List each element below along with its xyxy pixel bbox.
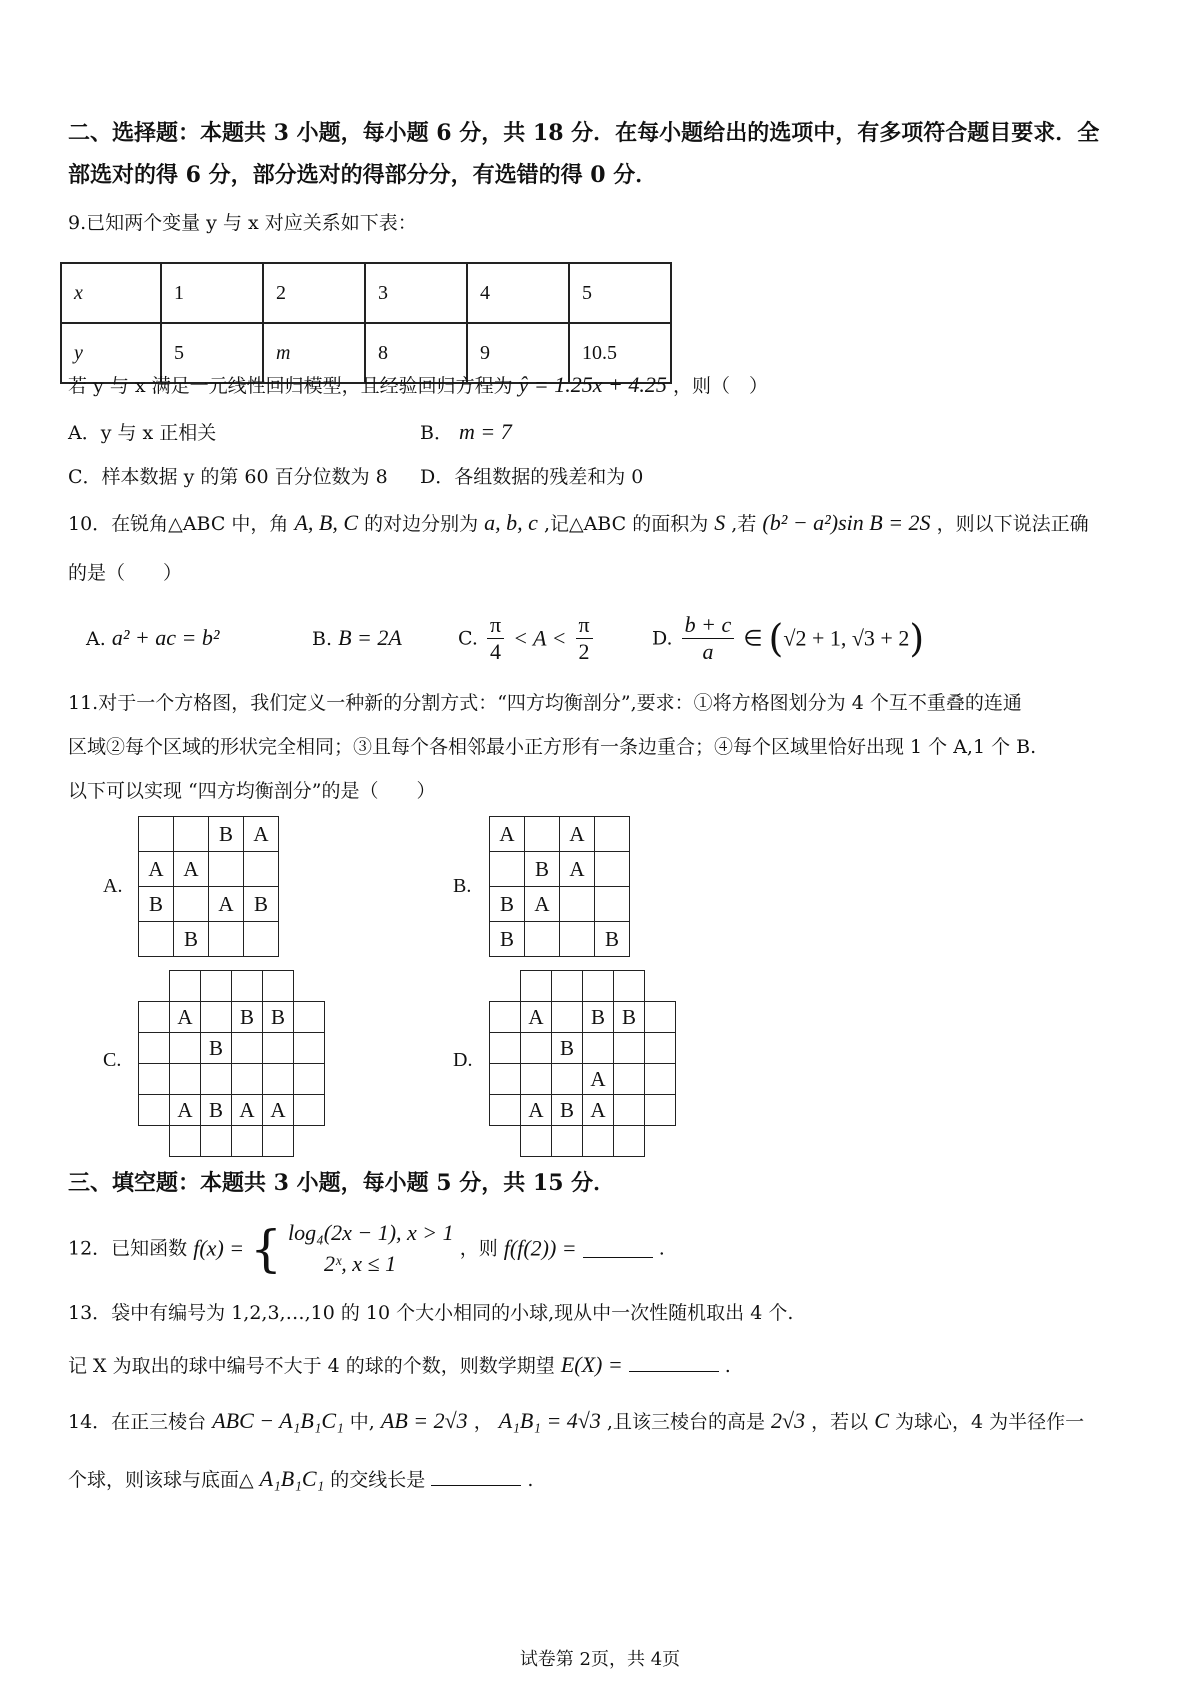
q10-text-3: ,记△ABC 的面积为	[543, 513, 709, 535]
grid-cell: B	[583, 1002, 614, 1033]
grid-empty-corner	[490, 971, 521, 1002]
q11-label-a[interactable]: A.	[103, 875, 123, 897]
q10-option-d[interactable]	[652, 612, 924, 665]
q10-option-b[interactable]	[312, 625, 402, 651]
q14-line1	[68, 1408, 1084, 1434]
grid-cell	[174, 817, 209, 852]
q14-answer-blank[interactable]	[431, 1467, 521, 1486]
grid-empty-corner	[490, 1126, 521, 1157]
grid-row	[139, 922, 279, 957]
q9-condition	[68, 372, 768, 398]
grid-empty-corner	[645, 1126, 676, 1157]
q9-table	[60, 262, 672, 384]
grid-cell	[139, 1002, 170, 1033]
grid-cell	[645, 1064, 676, 1095]
table-cell: 10.5	[569, 323, 671, 383]
grid-cell	[490, 1002, 521, 1033]
q9-stem: 9.已知两个变量 y 与 x 对应关系如下表：	[68, 212, 417, 234]
q13-end: .	[724, 1355, 731, 1377]
q10-d-interval: √2 + 1, √3 + 2	[783, 625, 910, 651]
grid-row	[490, 922, 630, 957]
q10-option-a[interactable]	[86, 625, 219, 651]
grid-cell	[525, 922, 560, 957]
grid-cell	[263, 1064, 294, 1095]
grid-row	[139, 1002, 325, 1033]
grid-empty-corner	[139, 971, 170, 1002]
q12-fx: f(x) =	[193, 1235, 245, 1261]
grid-cell	[139, 1064, 170, 1095]
grid-row	[490, 1064, 676, 1095]
table-cell: y	[61, 323, 161, 383]
q10-text-4: ,若	[731, 513, 757, 535]
q10-d-num: b + c	[682, 612, 735, 639]
grid-cell: A	[244, 817, 279, 852]
q14-line2-text-1: 个球，则该球与底面△	[68, 1469, 254, 1491]
q10-d-in: ∈	[743, 625, 763, 651]
q10-stem-line2: 的是（ ）	[68, 562, 183, 584]
q13-line2-text: 记 X 为取出的球中编号不大于 4 的球的个数，则数学期望	[68, 1355, 555, 1377]
q10-option-a-label: A.	[86, 628, 106, 650]
q10-option-c[interactable]	[458, 612, 596, 665]
grid-row	[139, 1095, 325, 1126]
grid-row	[490, 1033, 676, 1064]
section2-heading-line2: 部选对的得 6 分，部分选对的得部分分，有选错的得 0 分．	[68, 162, 658, 188]
grid-cell	[209, 852, 244, 887]
grid-cell	[595, 852, 630, 887]
grid-cell	[139, 922, 174, 957]
q11-grid-a	[138, 816, 279, 957]
q9-condition-suffix: ，则（ ）	[672, 375, 768, 397]
grid-row	[490, 817, 630, 852]
left-brace-icon: {	[250, 1219, 282, 1278]
grid-row	[490, 1095, 676, 1126]
q9-option-d[interactable]: D．各组数据的残差和为 0	[420, 466, 644, 488]
grid-cell: A	[583, 1064, 614, 1095]
q12-end: .	[658, 1237, 665, 1260]
grid-cell: B	[201, 1095, 232, 1126]
table-cell: 9	[467, 323, 569, 383]
q10-option-b-label: B.	[312, 628, 333, 650]
grid-cell	[170, 1064, 201, 1095]
q10-text-5: ，则以下说法正确	[936, 513, 1089, 535]
grid-cell	[552, 1126, 583, 1157]
q12-prefix: 12．已知函数	[68, 1237, 188, 1260]
grid-cell	[614, 971, 645, 1002]
q10-option-d-frac	[682, 612, 735, 665]
q11-grid-d	[489, 970, 676, 1157]
grid-row	[139, 887, 279, 922]
q11-label-b[interactable]: B.	[453, 875, 472, 897]
q14-height: 2√3	[771, 1408, 806, 1433]
grid-cell	[263, 971, 294, 1002]
grid-cell: A	[560, 817, 595, 852]
grid-cell	[560, 887, 595, 922]
grid-cell	[232, 1064, 263, 1095]
q11-line3: 以下可以实现 “四方均衡剖分”的是（ ）	[68, 780, 436, 802]
q10-sides: a, b, c	[484, 510, 538, 535]
grid-cell	[614, 1064, 645, 1095]
q14-ab: AB = 2√3	[380, 1408, 468, 1433]
grid-cell	[263, 1033, 294, 1064]
section3-heading: 三、填空题：本题共 3 小题，每小题 5 分，共 15 分．	[68, 1170, 616, 1196]
q14-text-3: ，	[473, 1411, 493, 1433]
grid-cell	[490, 852, 525, 887]
grid-cell: B	[209, 817, 244, 852]
grid-cell: B	[201, 1033, 232, 1064]
grid-row	[139, 1126, 325, 1157]
q14-center: C	[874, 1408, 889, 1433]
q10-option-d-label: D.	[652, 627, 673, 650]
q10-d-den: a	[702, 639, 714, 664]
q10-option-c-frac2	[576, 612, 593, 665]
grid-cell	[490, 1095, 521, 1126]
grid-cell	[209, 922, 244, 957]
q9-option-a[interactable]: A．y 与 x 正相关	[68, 422, 217, 444]
table-cell: 5	[161, 323, 263, 383]
q11-line2: 区域②每个区域的形状完全相同；③且每个各相邻最小正方形有一条边重合；④每个区域里恰好出现 1 个 A,1 个 B.	[68, 736, 1037, 758]
grid-cell	[614, 1126, 645, 1157]
grid-cell	[244, 852, 279, 887]
q14-text-2: 中,	[349, 1411, 375, 1433]
q10-condition-formula: (b² − a²)sin B = 2S	[762, 510, 931, 535]
q14-text-1: 14．在正三棱台	[68, 1411, 207, 1433]
q11-grid-c	[138, 970, 325, 1157]
grid-cell: B	[490, 887, 525, 922]
grid-cell	[614, 1033, 645, 1064]
grid-cell	[614, 1095, 645, 1126]
table-cell: 3	[365, 263, 467, 323]
table-cell: 2	[263, 263, 365, 323]
q12-mid: ，则	[459, 1237, 498, 1260]
q14-end: .	[527, 1469, 534, 1491]
grid-cell: A	[521, 1002, 552, 1033]
table-cell: 4	[467, 263, 569, 323]
grid-cell: A	[139, 852, 174, 887]
q10-c-num2: π	[576, 612, 593, 639]
grid-cell	[201, 1126, 232, 1157]
q10-c-num1: π	[487, 612, 504, 639]
q10-text-1: 10．在锐角△ABC 中，角	[68, 513, 289, 535]
grid-cell	[552, 971, 583, 1002]
q12-case2: 2ˣ, x ≤ 1	[324, 1250, 397, 1276]
q14-line2-text-2: 的交线长是	[330, 1469, 426, 1491]
q11-grid-b	[489, 816, 630, 957]
q14-line2	[68, 1466, 533, 1492]
q13-answer-blank[interactable]	[629, 1353, 719, 1372]
q12-answer-blank[interactable]	[583, 1239, 653, 1258]
q9-option-b[interactable]	[420, 418, 512, 445]
grid-cell: A	[170, 1002, 201, 1033]
grid-cell: B	[139, 887, 174, 922]
grid-cell: B	[490, 922, 525, 957]
q10-option-c-label: C.	[458, 627, 478, 650]
grid-empty-corner	[294, 971, 325, 1002]
right-paren-icon: )	[909, 616, 925, 661]
q10-option-b-math: B = 2A	[338, 625, 402, 650]
q14-frustum: ABC − A₁B₁C₁	[212, 1408, 344, 1433]
grid-row	[139, 971, 325, 1002]
grid-cell	[521, 1033, 552, 1064]
grid-cell	[490, 1033, 521, 1064]
q12-cases	[288, 1218, 454, 1280]
section2-heading-line1: 二、选择题：本题共 3 小题，每小题 6 分，共 18 分．在每小题给出的选项中，有多项符合题目要求．全	[68, 120, 1100, 146]
q14-base: A₁B₁C₁	[259, 1466, 325, 1491]
grid-row	[139, 1064, 325, 1095]
q14-text-6: 为球心，4 为半径作一	[894, 1411, 1085, 1433]
q10-c-den2: 2	[578, 639, 590, 664]
grid-row	[139, 817, 279, 852]
grid-cell	[490, 1064, 521, 1095]
table-cell: m	[263, 323, 365, 383]
grid-cell: B	[552, 1033, 583, 1064]
grid-row	[490, 852, 630, 887]
q10-text-2: 的对边分别为	[364, 513, 479, 535]
grid-cell	[521, 971, 552, 1002]
grid-row	[139, 1033, 325, 1064]
grid-cell	[294, 1095, 325, 1126]
grid-cell	[294, 1064, 325, 1095]
left-paren-icon: (	[768, 616, 784, 661]
q9-condition-prefix: 若 y 与 x 满足一元线性回归模型，且经验回归方程为	[68, 375, 513, 397]
table-cell: 8	[365, 323, 467, 383]
q10-c-den1: 4	[490, 639, 501, 664]
grid-cell	[583, 971, 614, 1002]
grid-cell	[595, 887, 630, 922]
grid-cell	[560, 922, 595, 957]
grid-cell	[645, 1033, 676, 1064]
q9-option-b-math: m = 7	[459, 419, 512, 444]
q12	[68, 1218, 665, 1280]
table-cell: 5	[569, 263, 671, 323]
q10-option-c-frac1	[487, 612, 504, 665]
table-cell: x	[61, 263, 161, 323]
grid-cell	[139, 1095, 170, 1126]
grid-cell	[170, 1126, 201, 1157]
grid-cell: B	[614, 1002, 645, 1033]
grid-cell: A	[263, 1095, 294, 1126]
q14-a1b1: A₁B₁ = 4√3	[498, 1408, 601, 1433]
grid-cell: B	[525, 852, 560, 887]
grid-cell: A	[209, 887, 244, 922]
q9-regression-equation: ŷ = 1.25x + 4.25	[518, 372, 667, 397]
grid-cell	[201, 971, 232, 1002]
grid-cell	[244, 922, 279, 957]
grid-cell	[645, 1095, 676, 1126]
grid-cell	[263, 1126, 294, 1157]
grid-cell	[595, 817, 630, 852]
q11-line1: 11.对于一个方格图，我们定义一种新的分割方式：“四方均衡剖分”,要求：①将方格图划分为 4 个互不重叠的连通	[68, 692, 1022, 714]
q10-stem	[68, 510, 1089, 536]
grid-row	[490, 1126, 676, 1157]
grid-cell: A	[170, 1095, 201, 1126]
grid-cell	[232, 971, 263, 1002]
grid-cell	[294, 1033, 325, 1064]
q9-option-c[interactable]: C．样本数据 y 的第 60 百分位数为 8	[68, 466, 388, 488]
grid-cell: A	[525, 887, 560, 922]
grid-row	[490, 887, 630, 922]
grid-cell	[552, 1064, 583, 1095]
grid-cell	[201, 1064, 232, 1095]
q11-label-c[interactable]: C.	[103, 1049, 122, 1071]
grid-cell	[139, 1033, 170, 1064]
grid-cell	[174, 887, 209, 922]
grid-cell: A	[583, 1095, 614, 1126]
grid-row	[490, 971, 676, 1002]
grid-row	[139, 852, 279, 887]
q12-ask: f(f(2)) =	[503, 1235, 577, 1261]
grid-cell: B	[263, 1002, 294, 1033]
grid-cell	[294, 1002, 325, 1033]
grid-cell	[232, 1033, 263, 1064]
grid-cell	[552, 1002, 583, 1033]
q14-text-5: ，若以	[811, 1411, 869, 1433]
grid-row	[490, 1002, 676, 1033]
grid-cell	[170, 971, 201, 1002]
q14-text-4: ,且该三棱台的高是	[606, 1411, 765, 1433]
grid-cell: B	[174, 922, 209, 957]
grid-cell: B	[244, 887, 279, 922]
grid-cell	[521, 1126, 552, 1157]
grid-cell	[583, 1033, 614, 1064]
grid-cell	[583, 1126, 614, 1157]
table-row	[61, 263, 671, 323]
q13-expectation: E(X) =	[560, 1352, 623, 1377]
grid-empty-corner	[139, 1126, 170, 1157]
grid-cell	[139, 817, 174, 852]
grid-empty-corner	[294, 1126, 325, 1157]
grid-cell: B	[595, 922, 630, 957]
grid-cell: A	[232, 1095, 263, 1126]
q9-option-b-label: B．	[420, 422, 453, 444]
grid-cell	[521, 1064, 552, 1095]
q13-line1: 13．袋中有编号为 1,2,3,…,10 的 10 个大小相同的小球,现从中一次性随机取出 4 个.	[68, 1302, 794, 1324]
q12-case1: log₄(2x − 1), x > 1	[288, 1220, 454, 1245]
q10-option-a-math: a² + ac = b²	[111, 625, 220, 650]
grid-cell: B	[552, 1095, 583, 1126]
grid-cell	[645, 1002, 676, 1033]
grid-cell: A	[560, 852, 595, 887]
page-footer: 试卷第 2页，共 4页	[519, 1649, 681, 1670]
q12-piecewise	[250, 1218, 454, 1280]
grid-cell	[232, 1126, 263, 1157]
grid-cell: A	[521, 1095, 552, 1126]
q10-angles: A, B, C	[294, 510, 359, 535]
q13-line2	[68, 1352, 731, 1378]
grid-cell	[170, 1033, 201, 1064]
q11-label-d[interactable]: D.	[453, 1049, 473, 1071]
q10-c-mid: < A <	[513, 625, 567, 651]
grid-cell: A	[490, 817, 525, 852]
grid-cell	[525, 817, 560, 852]
grid-cell: B	[232, 1002, 263, 1033]
grid-empty-corner	[645, 971, 676, 1002]
grid-cell: A	[174, 852, 209, 887]
grid-cell	[201, 1002, 232, 1033]
q10-area-symbol: S	[714, 510, 726, 535]
table-cell: 1	[161, 263, 263, 323]
